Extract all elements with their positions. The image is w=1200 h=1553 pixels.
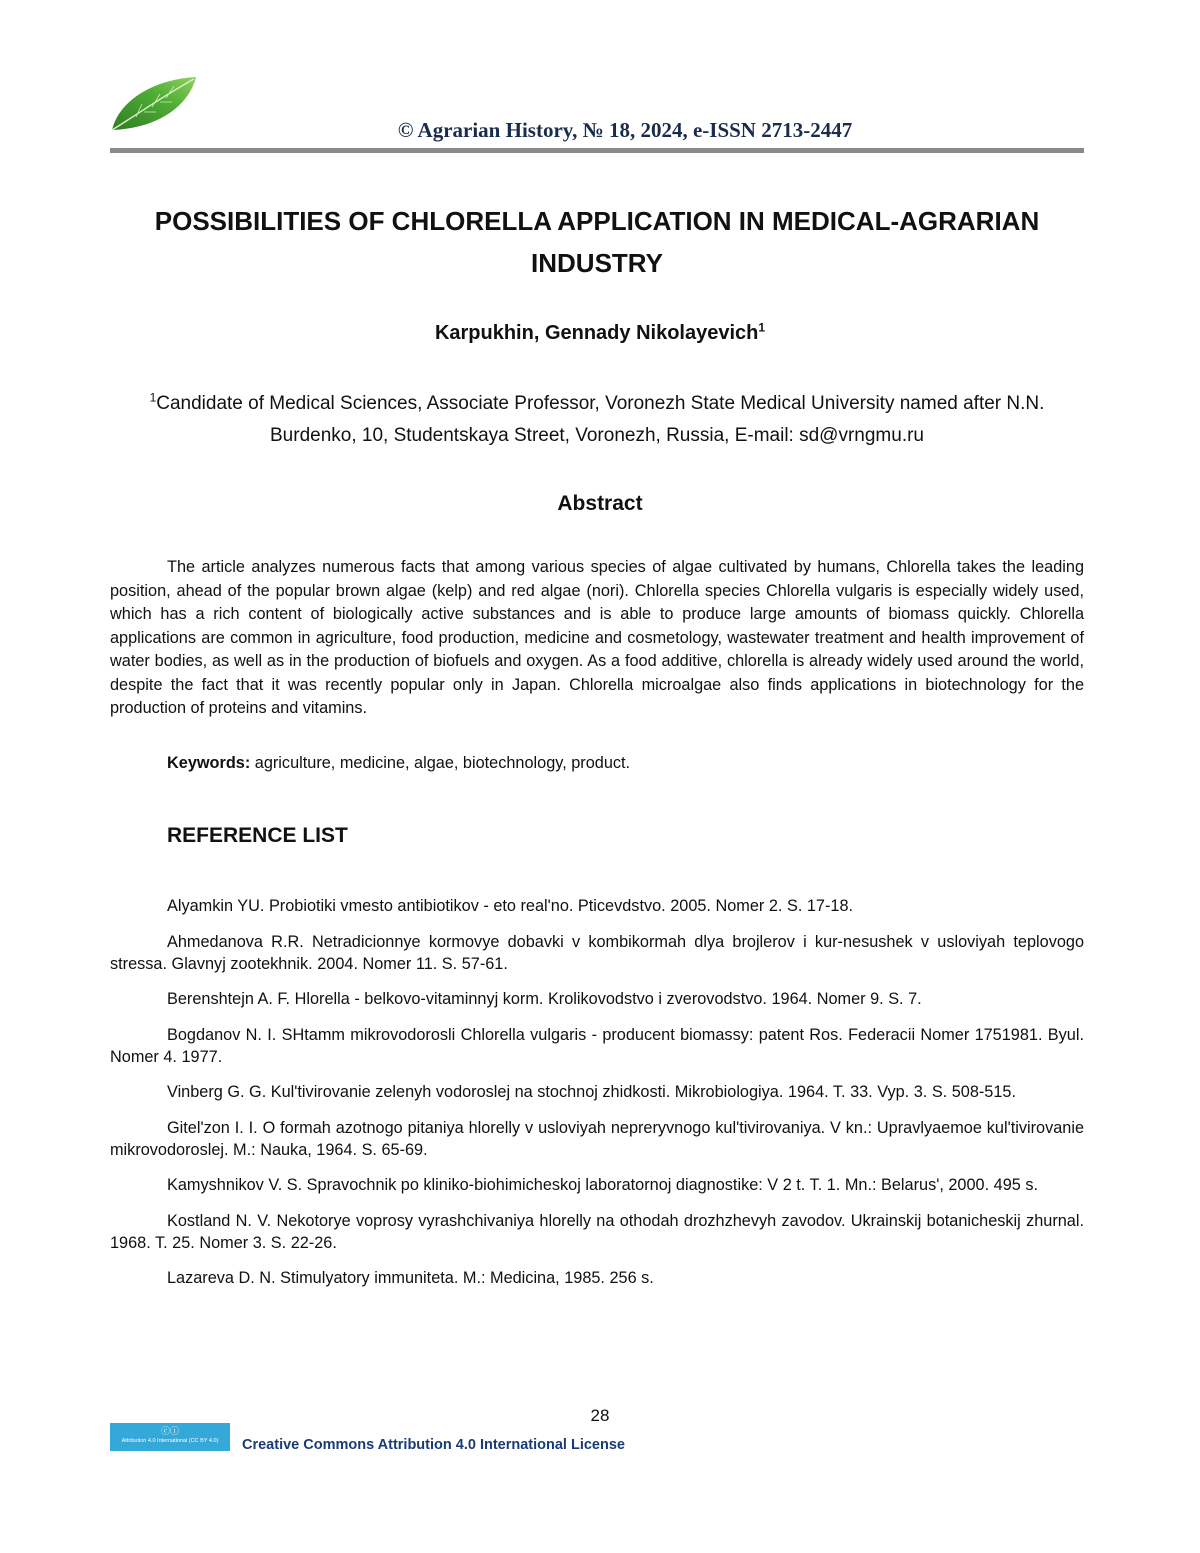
affiliation [110, 388, 1084, 452]
cc-badge-text: Attribution 4.0 International (CC BY 4.0) [121, 1438, 219, 1444]
reference-item: Alyamkin YU. Probiotiki vmesto antibiotikov - eto real'no. Pticevdstvo. 2005. Nomer 2. S. 17-18. [167, 897, 854, 915]
page-number: 28 [590, 1406, 610, 1425]
cc-by-badge[interactable] [110, 1423, 230, 1451]
cc-by-icon: ⓒⓘ [160, 1426, 179, 1436]
abstract-heading: Abstract [557, 492, 643, 515]
article-title: POSSIBILITIES OF CHLORELLA APPLICATION IN MEDICAL-AGRARIAN INDUSTRY [154, 206, 1040, 278]
reference-item: Kostland N. V. Nekotorye voprosy vyrashchivaniya hlorelly na othodah drozhzhevyh zavodov. Ukrainskij botanicheskij zhurnal. 1968. T. 25. Nomer 3. S. 22-26. [110, 1211, 1084, 1252]
affiliation-sup: 1 [149, 390, 157, 405]
reference-list-heading: REFERENCE LIST [167, 824, 348, 847]
author-line [0, 322, 1200, 345]
reference-item: Lazareva D. N. Stimulyatory immuniteta. M.: Medicina, 1985. 256 s. [167, 1269, 654, 1287]
keywords [167, 754, 630, 773]
reference-item: Vinberg G. G. Kul'tivirovanie zelenyh vodoroslej na stochnoj zhidkosti. Mikrobiologiya. 1964. T. 33. Vyp. 3. S. 508-515. [167, 1083, 1017, 1101]
reference-item: Bogdanov N. I. SHtamm mikrovodorosli Chlorella vulgaris - producent biomassy: patent Ros. Federacii Nomer 1751981. Byul. Nomer 4. 1977. [110, 1025, 1084, 1066]
affiliation-text: Candidate of Medical Sciences, Associate Professor, Voronezh State Medical University named after N.N. Burdenko, 10, Studentskaya Street, Voronezh, Russia, E-mail: sd@vrngmu.ru [156, 393, 1045, 446]
header-rule [110, 148, 1084, 153]
reference-item: Gitel'zon I. I. O formah azotnogo pitaniya hlorelly v usloviyah nepreryvnogo kul'tivirovaniya. V kn.: Upravlyaemoe kul'tivirovanie mikrovodoroslej. M.: Nauka, 1964. S. 65-69. [110, 1118, 1084, 1159]
reference-item: Berenshtejn A. F. Hlorella - belkovo-vitaminnyj korm. Krolikovodstvo i zverovodstvo. 1964. Nomer 9. S. 7. [167, 990, 922, 1008]
author-sup: 1 [758, 320, 766, 335]
license-link[interactable]: Creative Commons Attribution 4.0 International License [242, 1437, 625, 1453]
reference-item: Ahmedanova R.R. Netradicionnye kormovye dobavki v kombikormah dlya brojlerov i kur-nesushek v usloviyah teplovogo stressa. Glavnyj zootekhnik. 2004. Nomer 11. S. 57-61. [110, 932, 1084, 973]
keywords-label: Keywords: [167, 754, 251, 772]
author-name: Karpukhin, Gennady Nikolayevich [434, 322, 759, 344]
reference-item: Kamyshnikov V. S. Spravochnik po kliniko-biohimicheskoj laboratornoj diagnostike: V 2 t. T. 1. Mn.: Belarus', 2000. 495 s. [167, 1176, 1038, 1194]
abstract-text: The article analyzes numerous facts that among various species of algae cultivated by humans, Chlorella takes the leading position, ahead of the popular brown algae (kelp) and red algae (nori). Chlorella species Chlorella vulgaris is especially widely used, which has a rich content of biologically active substances and is able to produce large amounts of biomass quickly. Chlorella applications are common in agriculture, food production, medicine and cosmetology, wastewater treatment and health improvement of water bodies, as well as in the production of biofuels and oxygen. As a food additive, chlorella is already widely used around the world, despite the fact that it was recently popular only in Japan. Chlorella microalgae also finds applications in biotechnology for the production of proteins and vitamins. [110, 558, 1084, 717]
reference-list [110, 895, 1084, 1303]
keywords-text: agriculture, medicine, algae, biotechnology, product. [250, 754, 631, 772]
journal-header: © Agrarian History, № 18, 2024, e-ISSN 2713-2447 [397, 118, 853, 142]
